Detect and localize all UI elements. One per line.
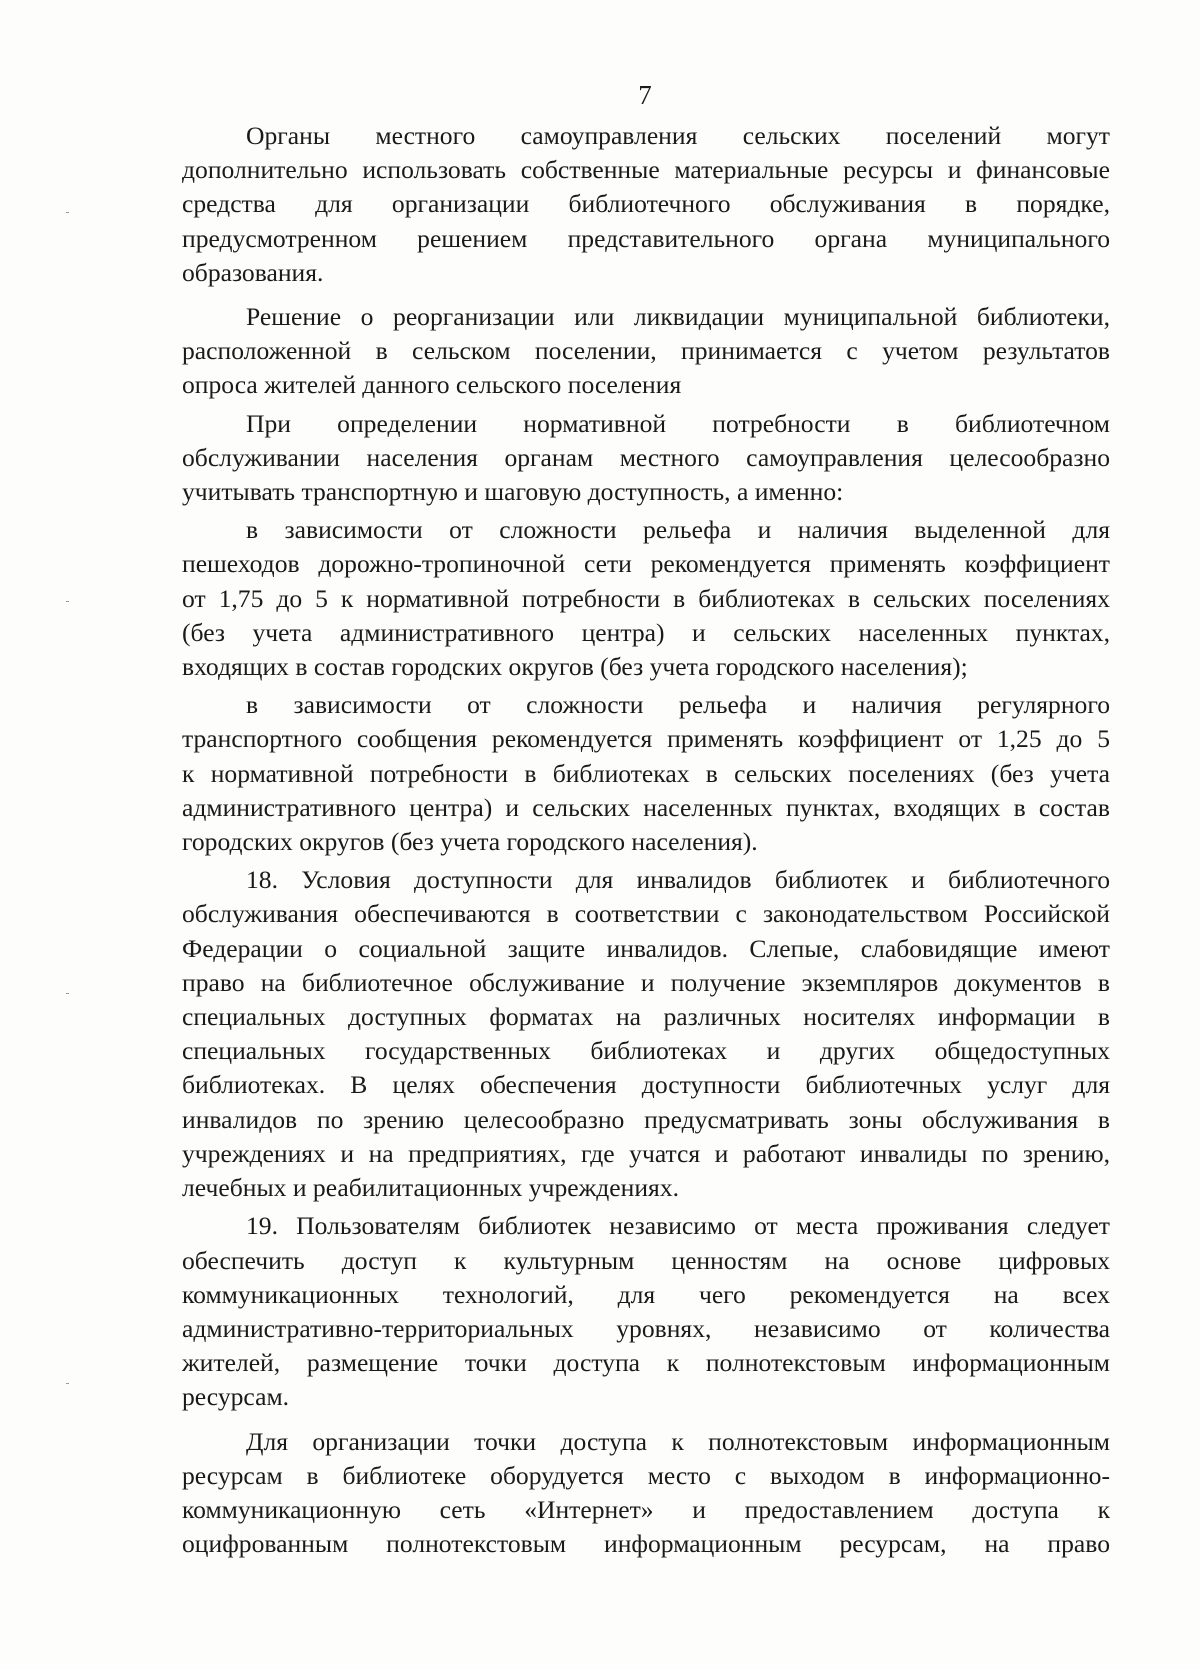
paragraph-transport-coefficient — [182, 688, 1110, 859]
paragraph-library-reorganization — [182, 300, 1110, 403]
text-line: учитывать транспортную и шаговую доступность, а именно: — [182, 477, 844, 507]
text-line: специальных государственных библиотеках и других общедоступных — [182, 1036, 1110, 1066]
text-line: Органы местного самоуправления сельских поселений могут — [246, 121, 1110, 150]
text-line: Для организации точки доступа к полнотекстовым информационным — [246, 1426, 1110, 1456]
text-line: к нормативной потребности в библиотеках в сельских поселениях (без учета — [182, 758, 1110, 788]
text-line: расположенной в сельском поселении, принимается с учетом результатов — [182, 336, 1110, 366]
paragraph-access-point-organization — [182, 1425, 1110, 1562]
text-line: 18. Условия доступности для инвалидов библиотек и библиотечного — [246, 865, 1110, 895]
text-line: городских округов (без учета городского населения). — [182, 827, 758, 857]
paragraph-pedestrian-coefficient — [182, 513, 1110, 684]
text-line: средства для организации библиотечного обслуживания в порядке, — [182, 189, 1110, 219]
text-line: инвалидов по зрению целесообразно предусматривать зоны обслуживания в — [182, 1104, 1110, 1134]
text-line: опроса жителей данного сельского поселения — [182, 370, 682, 400]
text-line: учреждениях и на предприятиях, где учатся и работают инвалиды по зрению, — [182, 1138, 1110, 1168]
text-line: ресурсам. — [182, 1382, 290, 1412]
text-line: Федерации о социальной защите инвалидов. Слепые, слабовидящие имеют — [182, 933, 1110, 963]
text-line: коммуникационную сеть «Интернет» и предоставлением доступа к — [182, 1494, 1110, 1524]
text-line: предусмотренном решением представительного органа муниципального — [182, 223, 1110, 253]
text-line: обслуживании населения органам местного самоуправления целесообразно — [182, 442, 1110, 472]
text-line: библиотеках. В целях обеспечения доступности библиотечных услуг для — [182, 1070, 1110, 1100]
text-line: 19. Пользователям библиотек независимо от места проживания следует — [246, 1211, 1110, 1241]
text-line: лечебных и реабилитационных учреждениях. — [182, 1173, 680, 1203]
text-line: (без учета административного центра) и сельских населенных пунктах, — [182, 617, 1110, 647]
text-line: оцифрованным полнотекстовым информационным ресурсам, на право — [182, 1529, 1110, 1559]
paragraph-local-government-resources — [182, 119, 1110, 290]
text-line: Решение о реорганизации или ликвидации муниципальной библиотеки, — [246, 302, 1110, 332]
margin-mark — [66, 1383, 69, 1384]
text-line: пешеходов дорожно-тропиночной сети рекомендуется применять коэффициент — [182, 549, 1110, 579]
text-line: транспортного сообщения рекомендуется применять коэффициент от 1,25 до 5 — [182, 724, 1110, 754]
text-line: ресурсам в библиотеке оборудуется место с выходом в информационно- — [182, 1460, 1110, 1490]
text-line: жителей, размещение точки доступа к полнотекстовым информационным — [182, 1348, 1110, 1378]
text-line: специальных доступных форматах на различных носителях информации в — [182, 1002, 1110, 1032]
paragraph-19-digital-access — [182, 1209, 1110, 1414]
text-line: административно-территориальных уровнях, независимо от количества — [182, 1313, 1110, 1343]
margin-mark — [66, 601, 69, 602]
text-line: входящих в состав городских округов (без учета городского населения); — [182, 652, 968, 682]
document-body — [182, 119, 1110, 1561]
text-line: в зависимости от сложности рельефа и наличия регулярного — [246, 690, 1110, 720]
text-line: дополнительно использовать собственные материальные ресурсы и финансовые — [182, 155, 1110, 185]
text-line: При определении нормативной потребности в библиотечном — [246, 408, 1110, 438]
text-line: в зависимости от сложности рельефа и наличия выделенной для — [246, 515, 1110, 545]
text-line: образования. — [182, 257, 324, 287]
margin-mark — [66, 212, 69, 213]
page-number: 7 — [638, 80, 652, 110]
text-line: от 1,75 до 5 к нормативной потребности в библиотеках в сельских поселениях — [182, 583, 1110, 613]
text-line: обеспечить доступ к культурным ценностям на основе цифровых — [182, 1245, 1110, 1275]
margin-mark — [66, 993, 69, 994]
text-line: обслуживания обеспечиваются в соответствии с законодательством Российской — [182, 899, 1110, 929]
text-line: коммуникационных технологий, для чего рекомендуется на всех — [182, 1279, 1110, 1309]
text-line: административного центра) и сельских населенных пунктах, входящих в состав — [182, 792, 1110, 822]
paragraph-18-accessibility — [182, 863, 1110, 1205]
text-line: право на библиотечное обслуживание и получение экземпляров документов в — [182, 967, 1110, 997]
paragraph-normative-need — [182, 407, 1110, 510]
